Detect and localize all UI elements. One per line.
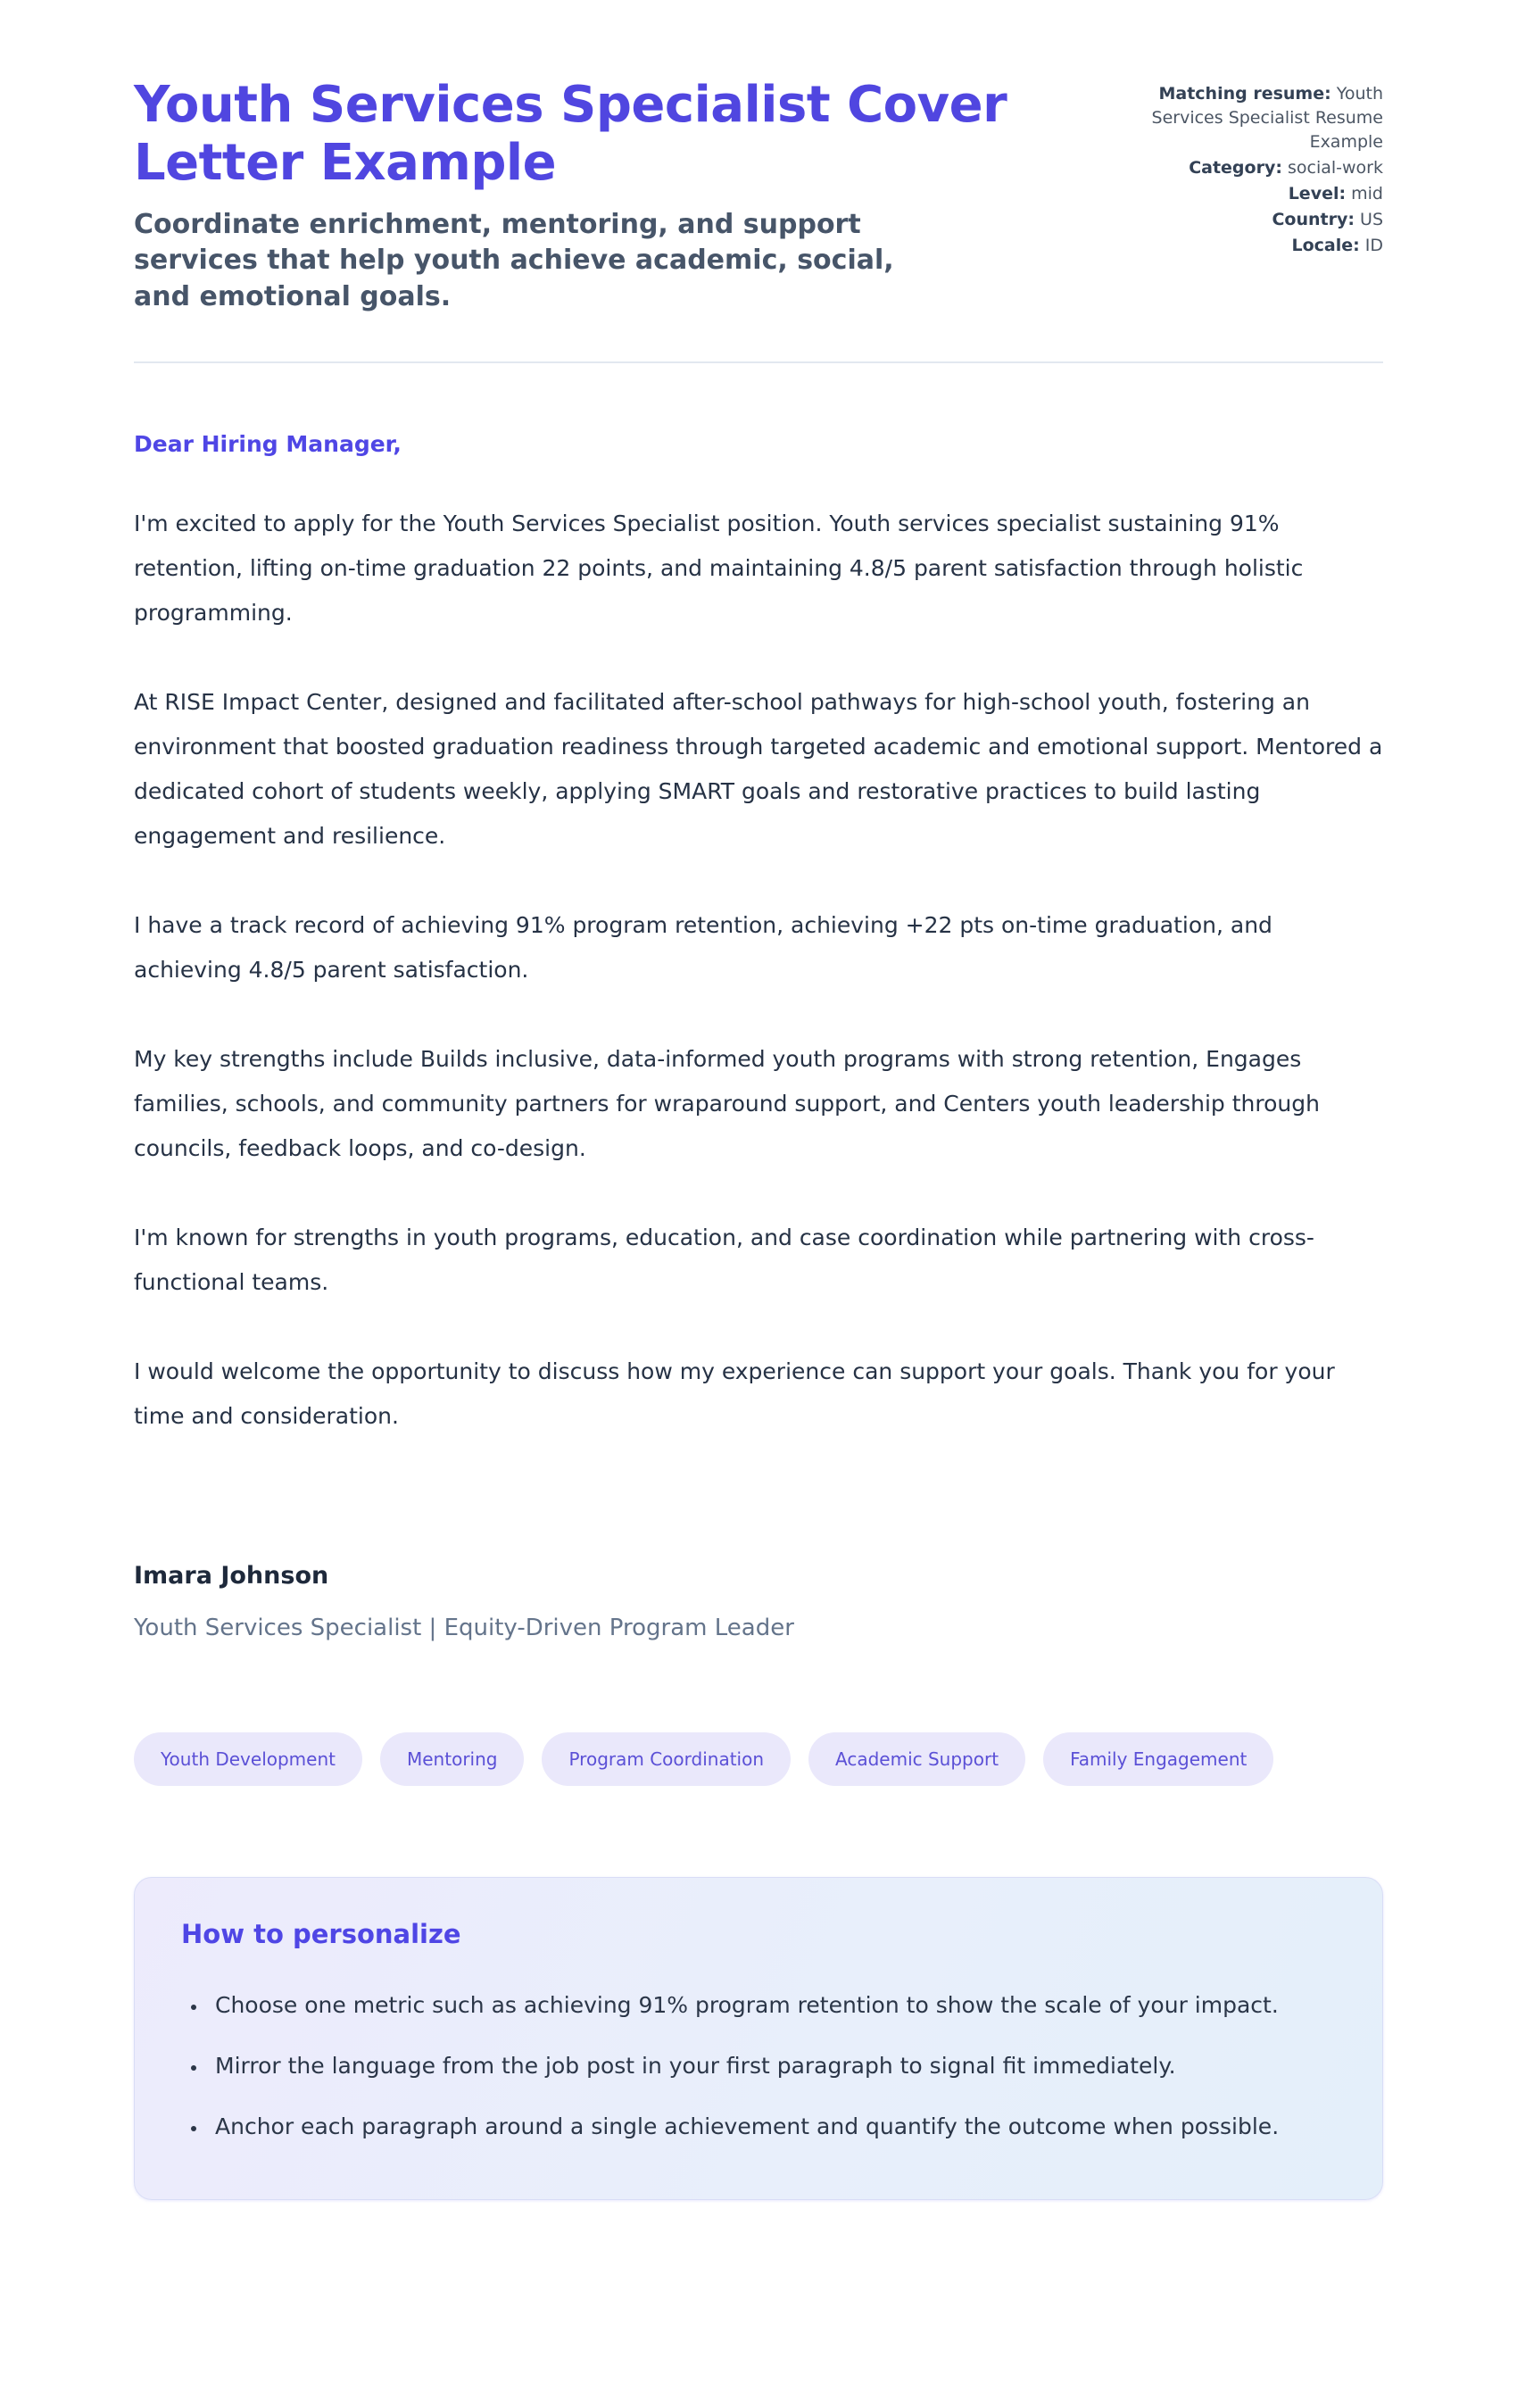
page-subtitle: Coordinate enrichment, mentoring, and support services that help youth achieve academic, social, and emotional goals. xyxy=(134,208,894,312)
meta-row-country xyxy=(1115,208,1383,232)
letter-paragraph: I have a track record of achieving 91% program retention, achieving +22 pts on-time graduation, and achieving 4.8/5 parent satisfaction. xyxy=(134,912,1272,984)
meta-value: mid xyxy=(1351,183,1383,203)
letter-paragraph: I'm known for strengths in youth programs, education, and case coordination while partnering with cross-functional teams. xyxy=(134,1225,1314,1296)
meta-label: Category: xyxy=(1189,157,1282,178)
meta-row-locale xyxy=(1115,234,1383,258)
personalize-tips xyxy=(181,1983,1336,2149)
letter-paragraph: My key strengths include Builds inclusive, data-informed youth programs with strong retention, Engages families, schools, and community partners for wraparound support, and Centers youth leadership through councils, feedback loops, and co-design. xyxy=(134,1046,1320,1162)
meta-value: ID xyxy=(1364,235,1383,255)
meta-label: Country: xyxy=(1272,209,1355,229)
skill-tag[interactable]: Mentoring xyxy=(380,1732,524,1786)
page-header-left xyxy=(134,77,1062,315)
meta-label: Matching resume: xyxy=(1158,84,1331,104)
meta-label: Level: xyxy=(1288,183,1347,203)
letter-paragraph: I'm excited to apply for the Youth Services Specialist position. Youth services specialist sustaining 91% retention, lifting on-time graduation 22 points, and maintaining 4.8/5 parent satisfaction through holistic programming. xyxy=(134,511,1304,627)
letter-paragraph: I would welcome the opportunity to discuss how my experience can support your goals. Thank you for your time and consideration. xyxy=(134,1358,1335,1430)
meta-label: Locale: xyxy=(1291,235,1360,255)
cover-letter-page xyxy=(134,0,1383,2200)
meta-value: Youth Services Specialist Resume Example xyxy=(1151,84,1383,152)
skill-tag[interactable]: Family Engagement xyxy=(1043,1732,1273,1786)
skill-tag[interactable]: Youth Development xyxy=(134,1732,362,1786)
meta-value: social-work xyxy=(1287,157,1383,178)
personalize-tip: • Anchor each paragraph around a single achievement and quantify the outcome when possible. xyxy=(208,2105,1336,2149)
resume-meta xyxy=(1115,77,1383,260)
signature-block xyxy=(134,1562,1383,1641)
skill-tags xyxy=(134,1732,1383,1786)
meta-row-level xyxy=(1115,182,1383,206)
personalize-heading: How to personalize xyxy=(181,1919,461,1950)
signature-name: Imara Johnson xyxy=(134,1562,329,1590)
skill-tag[interactable]: Academic Support xyxy=(808,1732,1025,1786)
meta-row-category xyxy=(1115,156,1383,180)
meta-row-matching-resume xyxy=(1115,82,1383,154)
skill-tag[interactable]: Program Coordination xyxy=(542,1732,791,1786)
meta-value: US xyxy=(1360,209,1383,229)
letter-body xyxy=(134,431,1383,1439)
header-divider xyxy=(134,361,1383,363)
page-title: Youth Services Specialist Cover Letter Example xyxy=(134,76,1007,192)
signature-title: Youth Services Specialist | Equity-Driven Program Leader xyxy=(134,1615,794,1642)
personalize-card xyxy=(134,1877,1383,2200)
personalize-tip: • Mirror the language from the job post in your first paragraph to signal fit immediately. xyxy=(208,2044,1336,2088)
salutation: Dear Hiring Manager, xyxy=(134,431,402,458)
letter-paragraph: At RISE Impact Center, designed and facilitated after-school pathways for high-school youth, fostering an environment that boosted graduation readiness through targeted academic and emotional support. Mentored a dedicated cohort of students weekly, applying SMART goals and restorative practices to build lasting engagement and resilience. xyxy=(134,689,1383,850)
page-header xyxy=(134,77,1383,315)
personalize-tip: • Choose one metric such as achieving 91% program retention to show the scale of your impact. xyxy=(208,1983,1336,2028)
